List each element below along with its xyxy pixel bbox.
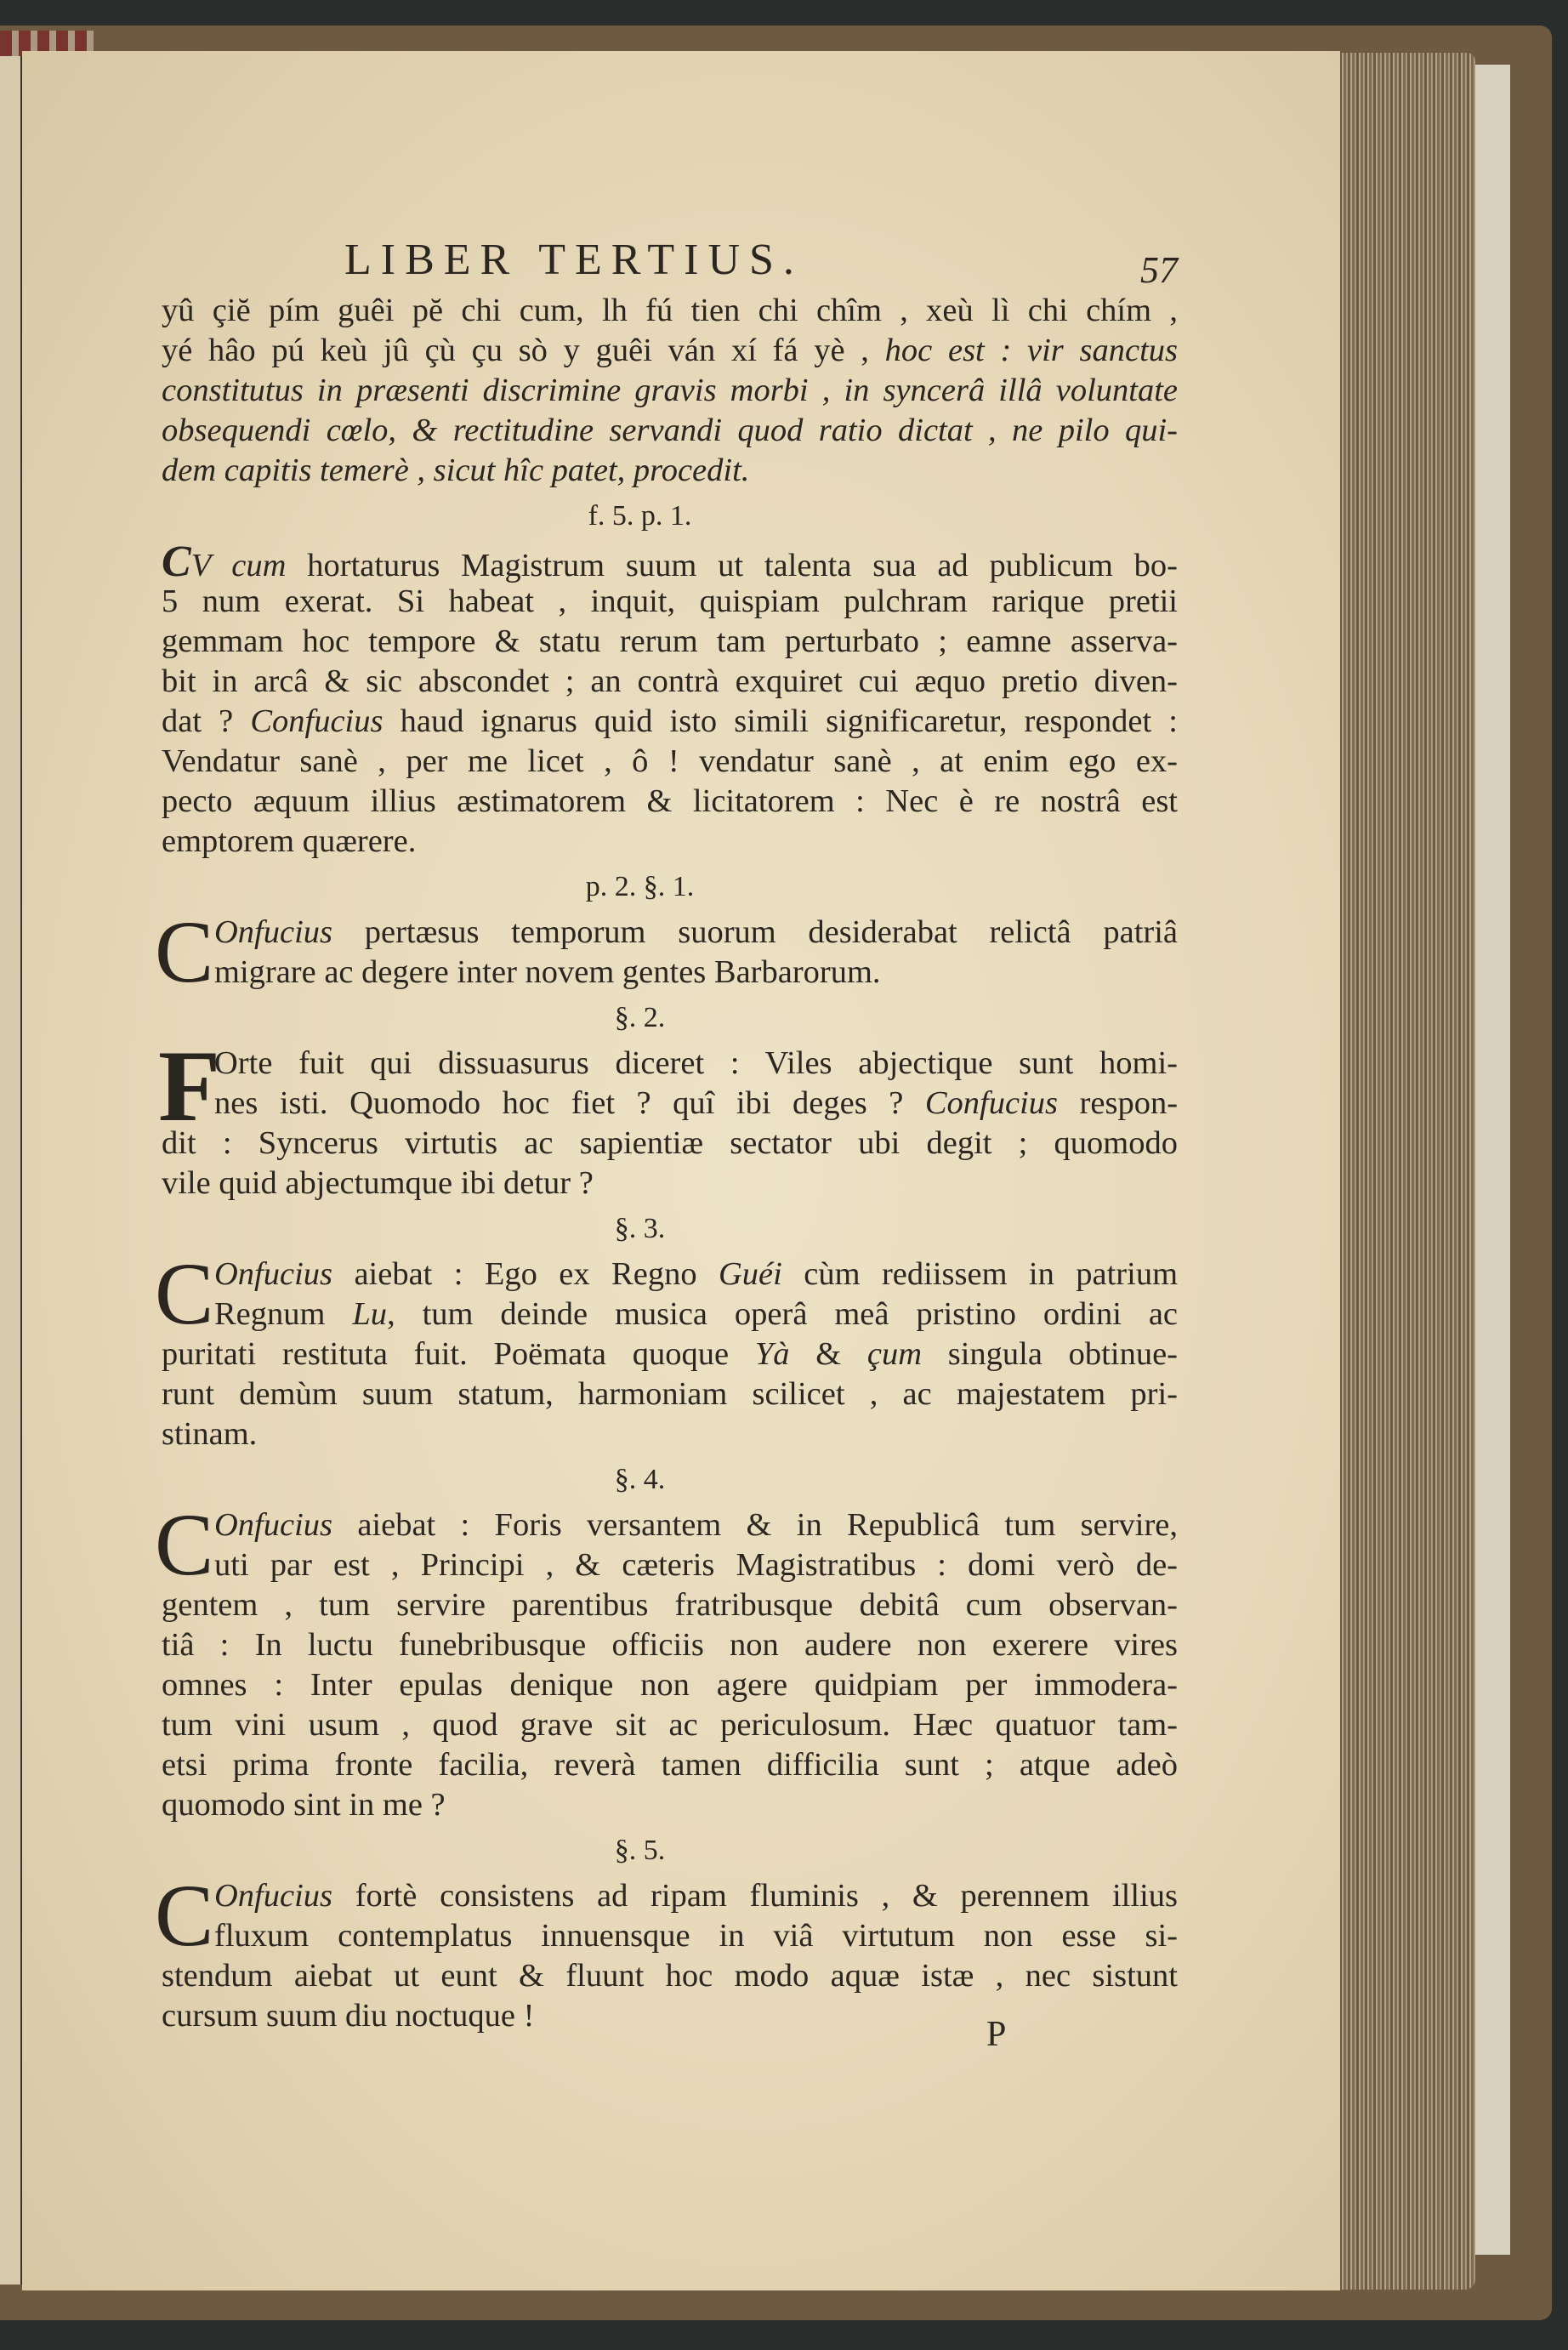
text-line: CV cum hortaturus Magistrum suum ut talenta sua ad publicum bo-	[162, 538, 1179, 586]
text-line: Onfucius aiebat : Ego ex Regno Guéi cùm rediissem in patrium	[214, 1256, 1179, 1292]
text-line: Regnum Lu, tum deinde musica operâ meâ pristino ordini ac	[214, 1296, 1178, 1332]
text-line: yé hâo pú keù jû çù çu sò y guêi ván xí fá yè , hoc est : vir sanctus	[162, 333, 1179, 368]
text-line: etsi prima fronte facilia, reverà tamen difficilia sunt ; atque adeò	[162, 1747, 1178, 1783]
text-line: dat ? Confucius haud ignarus quid isto simili significaretur, respondet :	[162, 703, 1179, 739]
text-line: 5 num exerat. Si habeat , inquit, quispiam pulchram rarique pretii	[162, 583, 1178, 619]
section-paragraph	[162, 538, 1179, 862]
page-edges	[1335, 53, 1475, 2290]
section-mark: p. 2. §. 1.	[585, 871, 695, 902]
text-line: constitutus in præsenti discrimine gravis morbi , in syncerâ illâ voluntate	[162, 373, 1178, 408]
text-line: obsequendi cœlo, & rectitudine servandi quod ratio dictat , ne pilo qui-	[162, 413, 1178, 448]
drop-cap: F	[158, 1029, 221, 1142]
text-line: pecto æquum illius æstimatorem & licitatorem : Nec è re nostrâ est	[162, 783, 1178, 819]
text-line: omnes : Inter epulas denique non agere quidpiam per immodera-	[162, 1667, 1178, 1703]
text-line: runt demùm suum statum, harmoniam scilicet , ac majestatem pri-	[162, 1376, 1178, 1412]
section-mark: §. 2.	[614, 1002, 666, 1033]
text-line: Onfucius aiebat : Foris versantem & in Republicâ tum servire,	[214, 1507, 1178, 1543]
section-mark: §. 5.	[614, 1835, 666, 1866]
drop-cap: C	[155, 1496, 214, 1594]
text-line: stendum aiebat ut eunt & fluunt hoc modo aquæ istæ , nec sistunt	[162, 1958, 1178, 1994]
text-line: migrare ac degere inter novem gentes Barbarorum.	[214, 954, 881, 990]
text-line: quomodo sint in me ?	[162, 1787, 446, 1823]
endpaper	[1471, 65, 1510, 2255]
text-line: gemmam hoc tempore & statu rerum tam perturbato ; eamne asserva-	[162, 623, 1178, 659]
text-line: bit in arcâ & sic abscondet ; an contrà exquiret cui æquo pretio diven-	[162, 663, 1178, 699]
text-line: puritati restituta fuit. Poëmata quoque Yà & çum singula obtinue-	[162, 1336, 1178, 1372]
section-paragraph	[155, 1496, 1178, 1825]
text-line: fluxum contemplatus innuensque in viâ virtutum non esse si-	[214, 1918, 1178, 1954]
text-line: Onfucius pertæsus temporum suorum desiderabat relictâ patriâ	[214, 914, 1178, 950]
section-mark: §. 4.	[614, 1464, 666, 1495]
text-line: stinam.	[162, 1416, 258, 1452]
text-line: uti par est , Principi , & cæteris Magistratibus : domi verò de-	[214, 1547, 1178, 1583]
text-line: vile quid abjectumque ibi detur ?	[162, 1165, 594, 1201]
text-line: tiâ : In luctu funebribusque officiis non audere non exerere vires	[162, 1627, 1178, 1663]
text-line: cursum suum diu noctuque !	[162, 1998, 535, 2034]
text-line: Vendatur sanè , per me licet , ô ! vendatur sanè , at enim ego ex-	[162, 743, 1178, 779]
section-mark: f. 5. p. 1.	[588, 500, 692, 532]
section-paragraph	[158, 1029, 1179, 1203]
text-line: Onfucius fortè consistens ad ripam fluminis , & perennem illius	[214, 1878, 1179, 1914]
intro-paragraph	[162, 291, 1178, 491]
text-line: yû çiĕ pím guêi pĕ chi cum, lh fú tien chi chîm , xeù lì chi chím ,	[162, 293, 1178, 328]
facing-page-edge	[0, 56, 20, 2285]
page-number: 57	[1140, 249, 1178, 291]
running-title: LIBER TERTIUS.	[344, 236, 804, 284]
initial-letter: C	[162, 538, 191, 586]
text-block	[155, 223, 1179, 2036]
text-line: tum vini usum , quod grave sit ac periculosum. Hæc quatuor tam-	[162, 1707, 1178, 1743]
text-line: nes isti. Quomodo hoc fiet ? quî ibi deges ? Confucius respon-	[214, 1085, 1179, 1121]
gutter	[20, 56, 22, 2285]
section-paragraph	[155, 1245, 1179, 1454]
section-paragraph	[155, 903, 1178, 1001]
drop-cap: C	[155, 903, 214, 1001]
text-line: Orte fuit qui dissuasurus diceret : Viles abjectique sunt homi-	[214, 1045, 1178, 1081]
running-head	[162, 223, 1178, 291]
signature-mark: P	[986, 2015, 1007, 2054]
drop-cap: C	[155, 1245, 214, 1343]
section-paragraph	[155, 1867, 1179, 2036]
text-line: dem capitis temerè , sicut hîc patet, procedit.	[162, 452, 750, 488]
text-line: emptorem quærere.	[162, 823, 417, 859]
section-mark: §. 3.	[614, 1213, 666, 1244]
drop-cap: C	[155, 1867, 214, 1965]
text-line: gentem , tum servire parentibus fratribusque debitâ cum observan-	[162, 1587, 1178, 1623]
text-line: dit : Syncerus virtutis ac sapientiæ sectator ubi degit ; quomodo	[162, 1125, 1178, 1161]
